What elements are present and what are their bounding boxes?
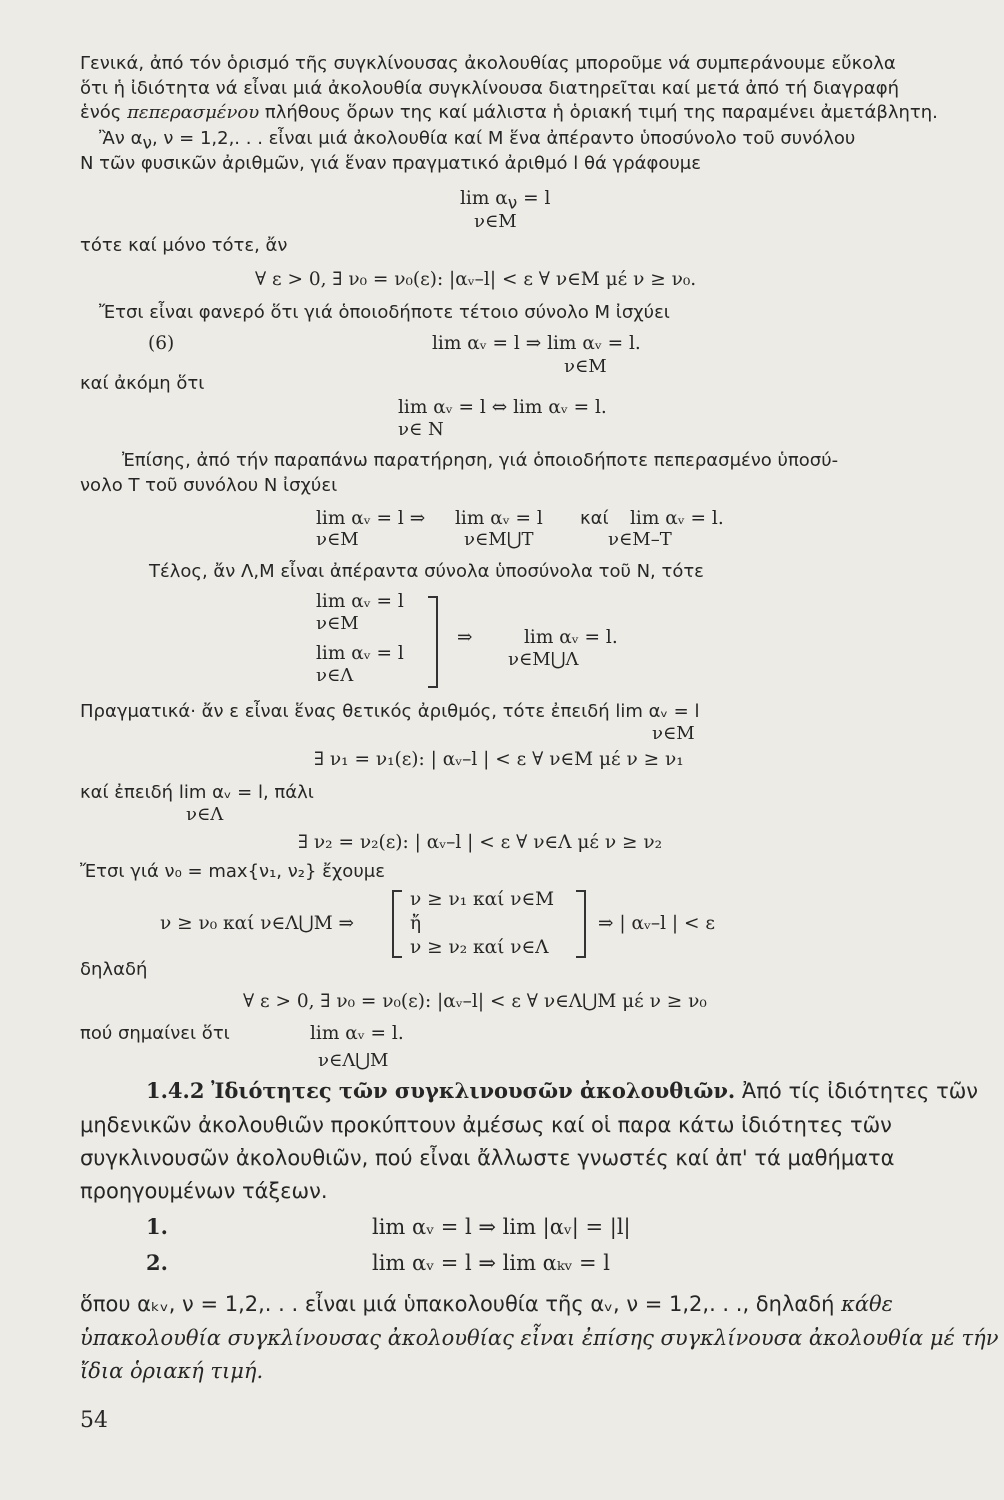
equation-8-a: lim αᵥ = l ⇒: [316, 508, 426, 529]
intro-line-3: ἑνός πεπερασμένου πλήθους ὅρων της καί μάλιστα ἡ ὁριακή τιμή της παραμένει ἀμετάβλητη.: [80, 102, 938, 123]
equation-label-6: (6): [148, 333, 175, 354]
intro-line-4: Ἂν $\alpha_\nu$, ν = 1,2,. . . εἶναι μιά ἀκολουθία καί M ἕνα ἀπέραντο ὑποσύνολο τοῦ συνόλου: [99, 128, 856, 154]
proof-line-2: ∃ ν₁ = ν₁(ε): | αᵥ–l | < ε ∀ ν∈M μέ ν ≥ ν₁: [314, 749, 684, 770]
right-brace: [428, 596, 438, 688]
proof-line-6-right: ⇒ | αᵥ–l | < ε: [598, 913, 716, 934]
left-brace: [392, 890, 402, 958]
equation-8-sub-d: ν∈M–T: [608, 529, 672, 550]
equation-8-sub-b: ν∈M⋃T: [464, 529, 534, 550]
iff-text: τότε καί μόνο τότε, ἄν: [80, 235, 288, 256]
property-2: lim αᵥ = l ⇒ lim αₖᵥ = l: [372, 1251, 610, 1275]
equation-limit-sub: ν∈M: [474, 211, 517, 232]
proof-line-9: πού σημαίνει ὅτι: [80, 1023, 230, 1044]
closing-line-3: ἴδια ὁριακή τιμή.: [80, 1359, 264, 1383]
remark-line-1: Ἐπίσης, ἀπό τήν παραπάνω παρατήρηση, γιά ὁποιοδήποτε πεπερασμένο ὑποσύ-: [122, 450, 839, 471]
intro-line-5: N τῶν φυσικῶν ἀριθμῶν, γιά ἕναν πραγματικό ἀριθμό l θά γράφουμε: [80, 153, 701, 174]
also-text: καί ἀκόμη ὅτι: [80, 373, 205, 394]
equation-9-arrow: ⇒: [457, 627, 473, 648]
property-1: lim αᵥ = l ⇒ lim |αᵥ| = |l|: [372, 1215, 631, 1239]
equation-6: lim αᵥ = l ⇒ lim αᵥ = l.: [432, 333, 641, 354]
property-1-number: 1.: [146, 1214, 168, 1239]
case-2: ν ≥ ν₂ καί ν∈Λ: [410, 937, 549, 958]
proof-line-9-expr: lim αᵥ = l.: [310, 1023, 404, 1044]
equation-7: lim αᵥ = l ⇔ lim αᵥ = l.: [398, 397, 607, 418]
proof-line-7: δηλαδή: [80, 959, 148, 980]
equation-9-sub-1: ν∈M: [316, 613, 359, 634]
equation-9-row-1: lim αᵥ = l: [316, 591, 404, 612]
case-1: ν ≥ ν₁ καί ν∈M: [410, 889, 555, 910]
right-brace-2: [576, 890, 586, 958]
proof-line-8: ∀ ε > 0, ∃ ν₀ = ν₀(ε): |αᵥ–l| < ε ∀ ν∈Λ⋃M μέ ν ≥ ν₀: [243, 991, 707, 1012]
intro-line-1: Γενικά, ἀπό τόν ὁρισμό τῆς συγκλίνουσας ἀκολουθίας μποροῦμε νά συμπεράνουμε εὔκολα: [80, 53, 896, 74]
equation-9-row-2: lim αᵥ = l: [316, 643, 404, 664]
proof-line-5: Ἔτσι γιά ν₀ = max{ν₁, ν₂} ἔχουμε: [80, 861, 385, 882]
proof-line-3-sub: ν∈Λ: [186, 804, 224, 825]
equation-9-result: lim αᵥ = l.: [524, 627, 618, 648]
proof-line-9-sub: ν∈Λ⋃M: [318, 1050, 389, 1071]
proof-line-1-sub: ν∈M: [652, 723, 695, 744]
equation-8-b: lim αᵥ = l: [455, 508, 543, 529]
thus-text: Ἔτσι εἶναι φανερό ὅτι γιά ὁποιοδήποτε τέτοιο σύνολο M ἰσχύει: [99, 302, 670, 323]
closing-line-2: ὑπακολουθία συγκλίνουσας ἀκολουθίας εἶναι ἐπίσης συγκλίνουσα ἀκολουθία μέ τήν: [80, 1326, 999, 1350]
closing-line-1: ὅπου αₖᵥ, ν = 1,2,. . . εἶναι μιά ὑπακολουθία τῆς αᵥ, ν = 1,2,. . ., δηλαδή κάθε: [80, 1292, 893, 1316]
equation-8-and: καί: [580, 508, 609, 529]
proof-line-3: καί ἐπειδή lim αᵥ = l, πάλι: [80, 782, 314, 803]
section-line-4: προηγουμένων τάξεων.: [80, 1179, 328, 1203]
property-2-number: 2.: [146, 1250, 168, 1275]
equation-9-sub-2: ν∈Λ: [316, 665, 354, 686]
page-number: 54: [80, 1408, 108, 1433]
section-line-3: συγκλινουσῶν ἀκολουθιῶν, πού εἶναι ἄλλωστε γνωστές καί ἀπ' τά μαθήματα: [80, 1146, 895, 1170]
equation-9-result-sub: ν∈M⋃Λ: [508, 649, 579, 670]
equation-6-sub: ν∈M: [564, 356, 607, 377]
section-line-2: μηδενικῶν ἀκολουθιῶν προκύπτουν ἀμέσως καί οἱ παρα κάτω ἰδιότητες τῶν: [80, 1113, 892, 1137]
finally-text: Τέλος, ἄν Λ,M εἶναι ἀπέραντα σύνολα ὑποσύνολα τοῦ N, τότε: [149, 561, 704, 582]
proof-line-1: Πραγματικά· ἄν ε εἶναι ἕνας θετικός ἀριθμός, τότε ἐπειδή lim αᵥ = l: [80, 701, 700, 722]
section-heading: 1.4.2 Ἰδιότητες τῶν συγκλινουσῶν ἀκολουθιῶν. Ἀπό τίς ἰδιότητες τῶν: [146, 1078, 979, 1103]
case-or: ἤ: [410, 913, 422, 934]
equation-7-sub: ν∈ N: [398, 419, 444, 440]
remark-line-2: νολο T τοῦ συνόλου N ἰσχύει: [80, 475, 338, 496]
equation-8-d: lim αᵥ = l.: [630, 508, 724, 529]
equation-8-sub-a: ν∈M: [316, 529, 359, 550]
proof-line-4: ∃ ν₂ = ν₂(ε): | αᵥ–l | < ε ∀ ν∈Λ μέ ν ≥ ν₂: [298, 832, 663, 853]
proof-line-6-left: ν ≥ ν₀ καί ν∈Λ⋃M ⇒: [160, 913, 355, 934]
equation-limit-def: $\lim \alpha_\nu = l$: [460, 188, 551, 214]
epsilon-condition-1: ∀ ε > 0, ∃ ν₀ = ν₀(ε): |αᵥ–l| < ε ∀ ν∈M μέ ν ≥ ν₀.: [255, 269, 697, 290]
intro-line-2: ὅτι ἡ ἰδιότητα νά εἶναι μιά ἀκολουθία συγκλίνουσα διατηρεῖται καί μετά ἀπό τή διαγραφή: [80, 78, 900, 99]
